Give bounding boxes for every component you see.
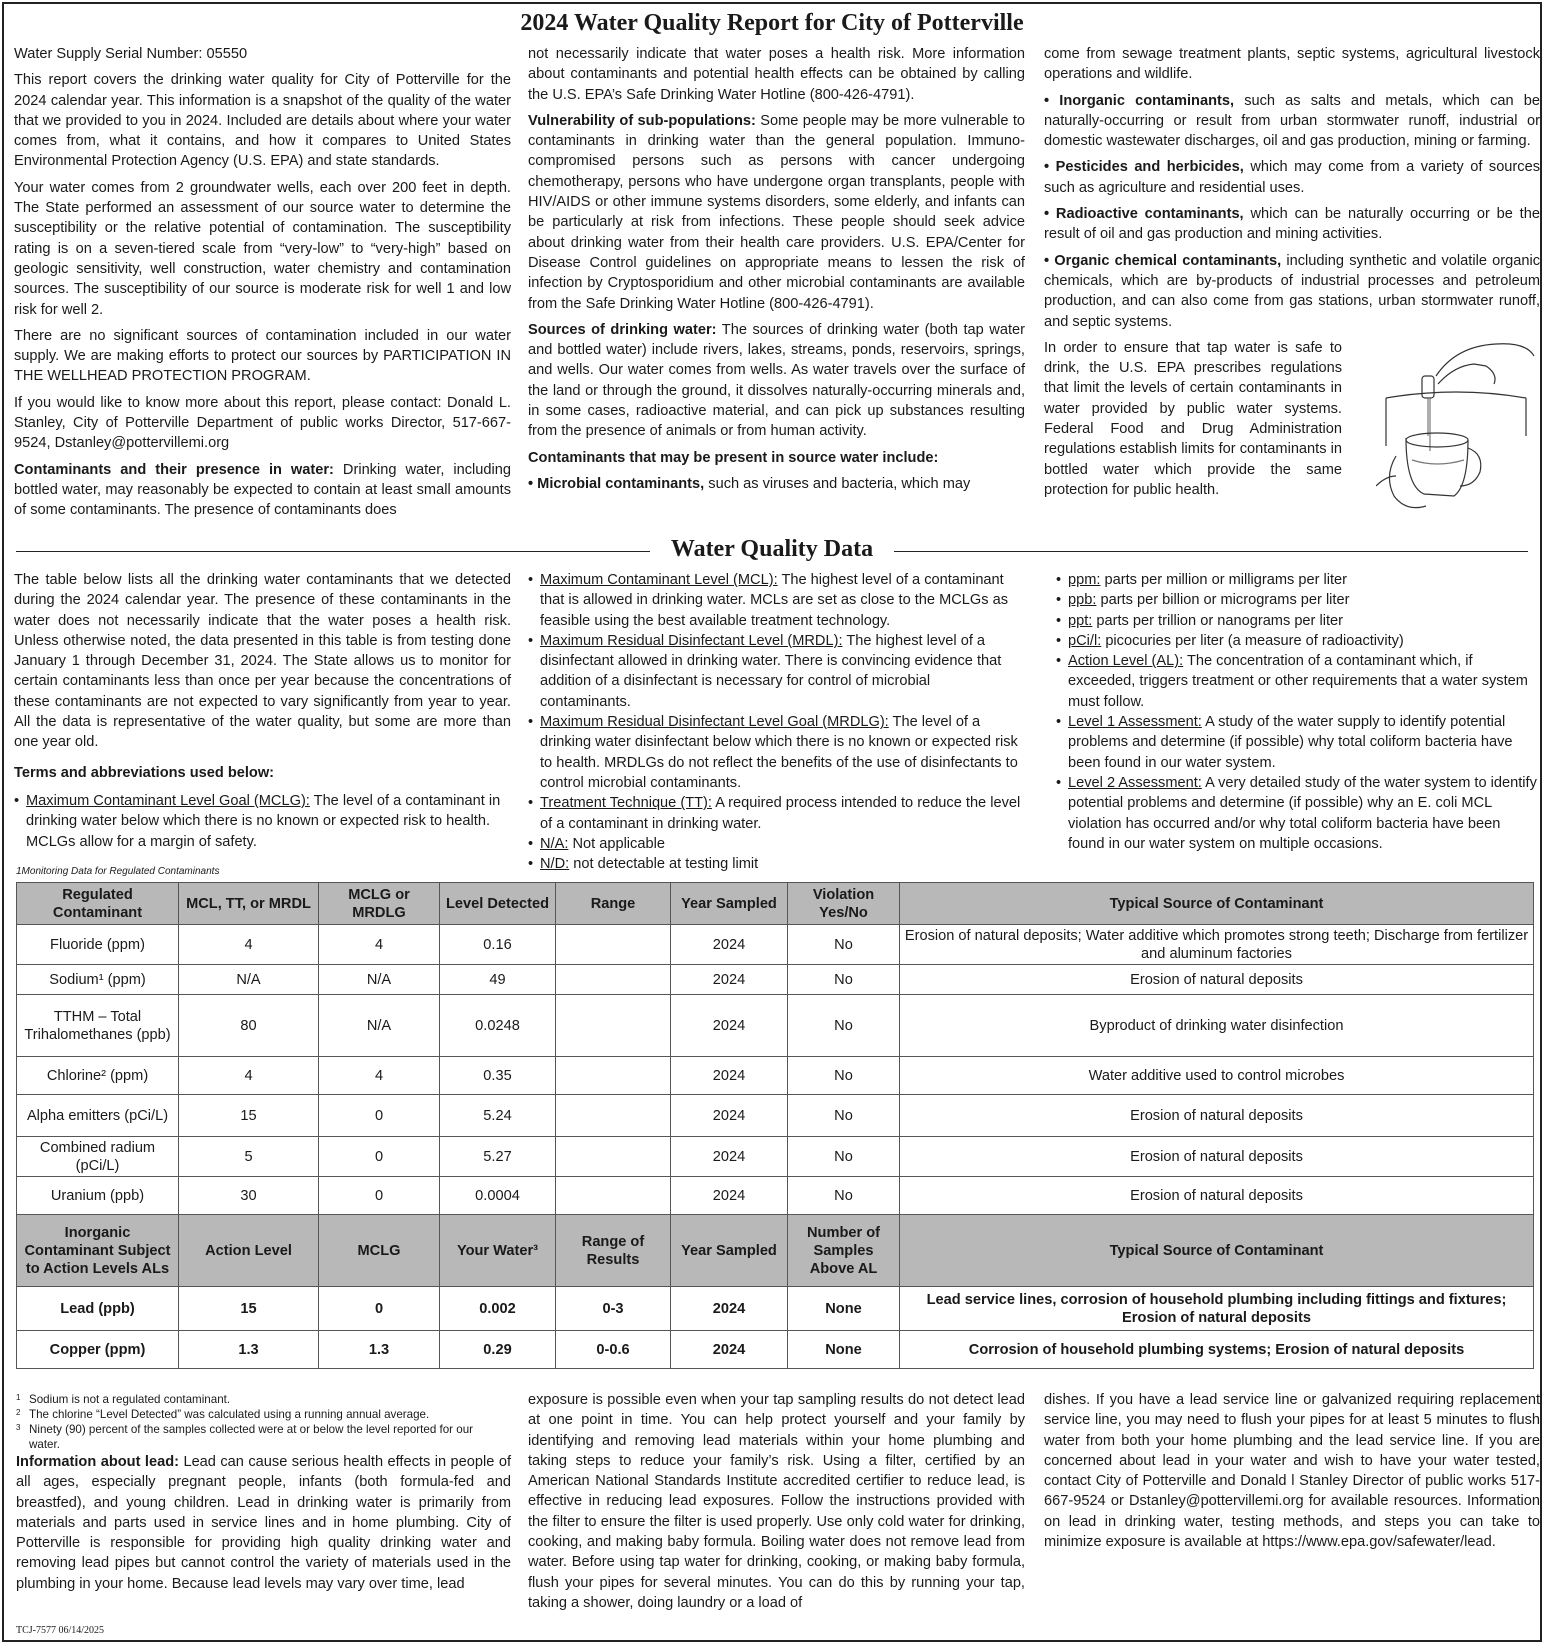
table-cell: 0: [319, 1137, 440, 1177]
table-cell: 0: [319, 1095, 440, 1137]
term-item: [528, 631, 1025, 712]
table-cell: 4: [319, 925, 440, 965]
term-definition: parts per million or milligrams per liter: [1104, 572, 1347, 588]
term-definition: parts per trillion or nanograms per liter: [1096, 612, 1343, 629]
table-cell: Copper (ppm): [17, 1331, 179, 1369]
table-cell: 2024: [671, 1137, 788, 1177]
terms-column-c: [1056, 570, 1540, 854]
table-cell: Corrosion of household plumbing systems; Erosion of natural deposits: [900, 1331, 1534, 1369]
table-cell: Chlorine² (ppm): [17, 1057, 179, 1095]
term-item: [528, 570, 1025, 631]
table-cell: Combined radium (pCi/L): [17, 1137, 179, 1177]
table-cell: 0.002: [440, 1287, 556, 1331]
radioactive-paragraph: [1044, 204, 1540, 245]
term-definition: Not applicable: [572, 835, 665, 852]
table-cell: Sodium¹ (ppm): [17, 965, 179, 995]
vulnerability-heading: Vulnerability of sub-populations:: [528, 112, 756, 129]
organic-text: including synthetic and volatile organic chemicals, which are by-products of industrial processes and petroleum production, and can also come from gas stations, urban stormwater runoff, and septic systems.: [1044, 252, 1540, 330]
footnote-number: 1: [16, 1393, 21, 1402]
column-header: Year Sampled: [671, 883, 788, 925]
term-definition: not detectable at testing limit: [573, 856, 759, 873]
water-quality-data-header: [16, 536, 1528, 566]
sewage-paragraph: come from sewage treatment plants, septic systems, agricultural livestock operations and wildlife.: [1044, 46, 1540, 83]
sources-text: The sources of drinking water (both tap water and bottled water) include rivers, lakes, streams, ponds, reservoirs, springs, and wells. Our water comes from wells. As water travels over the surface of the land or through the ground, it dissolves naturally-occurring minerals and, in some cases, radioactive material, and can pick up substances resulting from the presence of animals or from human activity.: [528, 321, 1025, 440]
terms-list-b: [528, 570, 1025, 874]
pesticides-text: which may come from a variety of sources such as agriculture and residential uses.: [1044, 159, 1540, 196]
intro-column: [14, 44, 511, 527]
report-page: [2, 2, 1542, 1642]
table-cell: No: [788, 965, 900, 995]
term-item: [1056, 631, 1540, 651]
pesticides-heading: • Pesticides and herbicides,: [1044, 159, 1244, 176]
table-cell: 0-3: [556, 1287, 671, 1331]
table-cell: No: [788, 1057, 900, 1095]
table-cell: 15: [179, 1095, 319, 1137]
table-cell: 1.3: [179, 1331, 319, 1369]
term-item: [1056, 773, 1540, 854]
footnote-text: Ninety (90) percent of the samples collected were at or below the level reported for our water.: [29, 1423, 474, 1451]
table-cell: 2024: [671, 925, 788, 965]
lead-info-column-3: [1044, 1390, 1540, 1552]
term-name: Maximum Contaminant Level Goal (MCLG):: [26, 792, 310, 809]
term-definition: The concentration of a contaminant which, if exceeded, triggers treatment or other requirements that a water system must follow.: [1068, 653, 1528, 710]
table-cell: Fluoride (ppm): [17, 925, 179, 965]
table-row: [17, 995, 1534, 1057]
term-name: ppm:: [1068, 572, 1101, 588]
column-header: Range: [556, 883, 671, 925]
terms-column-b: [528, 570, 1025, 874]
table-cell: 0: [319, 1177, 440, 1215]
table-cell: [556, 965, 671, 995]
table-cell: 2024: [671, 995, 788, 1057]
table-cell: 0: [319, 1287, 440, 1331]
table1-header-row: [17, 883, 1534, 925]
lead-info-column-2: [528, 1390, 1025, 1613]
table-cell: Erosion of natural deposits: [900, 1137, 1534, 1177]
table-cell: [556, 1177, 671, 1215]
term-name: Level 2 Assessment:: [1068, 774, 1202, 791]
inorganic-paragraph: [1044, 91, 1540, 152]
column-header: Action Level: [179, 1215, 319, 1287]
water-quality-table: [16, 882, 1534, 1369]
term-definition: A very detailed study of the water system to identify potential problems and determine (if possible) why an E. coli MCL violation has occurred and/or why total coliform bacteria have been found in our water system on multiple occasions.: [1068, 774, 1537, 852]
term-definition: A study of the water supply to identify potential problems and determine (if possible) why total coliform bacteria have been found in our water system.: [1068, 714, 1513, 771]
section-title: Water Quality Data: [670, 536, 874, 562]
table-cell: 2024: [671, 1095, 788, 1137]
column-header: Range of Results: [556, 1215, 671, 1287]
term-definition: parts per billion or micrograms per liter: [1100, 592, 1350, 609]
term-item: [1056, 651, 1540, 712]
vulnerability-text: Some people may be more vulnerable to contaminants in drinking water than the general population. Immuno-compromised persons such as persons with cancer undergoing chemotherapy, persons who have undergone organ transplants, people with HIV/AIDS or other immune systems disorders, some elderly, and infants can be particularly at risk from infections. These people should seek advice about drinking water from their health care providers. U.S. EPA/Center for Disease Control guidelines on appropriate means to lessen the risk of infection by Cryptosporidium and other microbial contaminants are available from the Safe Drinking Water Hotline (800-426-4791).: [528, 112, 1025, 312]
inorganic-text: such as salts and metals, which can be naturally-occurring or result from urban stormwater runoff, industrial or domestic wastewater discharges, oil and gas production, mining or farming.: [1044, 92, 1540, 150]
table-row: [17, 1095, 1534, 1137]
table-cell: Uranium (ppb): [17, 1177, 179, 1215]
radioactive-text: which can be naturally occurring or be the result of oil and gas production and mining activities.: [1044, 206, 1540, 243]
term-name: Maximum Residual Disinfectant Level (MRDL):: [540, 632, 843, 649]
tap-water-glass-illustration: [1376, 336, 1536, 516]
term-name: ppb:: [1068, 592, 1097, 609]
may-be-present-heading: Contaminants that may be present in source water include:: [528, 449, 939, 466]
table-cell: 4: [319, 1057, 440, 1095]
footnote-text: Sodium is not a regulated contaminant.: [29, 1393, 231, 1406]
table-cell: No: [788, 995, 900, 1057]
terms-list-a: [14, 791, 511, 852]
table-cell: 5.24: [440, 1095, 556, 1137]
table-cell: 80: [179, 995, 319, 1057]
organic-paragraph: [1044, 251, 1540, 332]
term-name: Treatment Technique (TT):: [540, 795, 712, 812]
term-name: pCi/l:: [1068, 632, 1102, 649]
column-header: Typical Source of Contaminant: [900, 1215, 1534, 1287]
data-intro-column: [14, 570, 511, 852]
microbial-heading: • Microbial contaminants,: [528, 475, 705, 492]
intro-paragraph: This report covers the drinking water quality for City of Potterville for the 2024 calendar year. This information is a snapshot of the quality of the water that we provided to you in 2024. Included are details about where your water comes from, what it contains, and how it compares to United States Environmental Protection Agency (U.S. EPA) and state standards.: [14, 72, 511, 170]
term-name: Level 1 Assessment:: [1068, 714, 1202, 731]
organic-heading: • Organic chemical contaminants,: [1044, 252, 1282, 269]
table2-header-row: [17, 1215, 1534, 1287]
table-cell: 5.27: [440, 1137, 556, 1177]
column-header: Level Detected: [440, 883, 556, 925]
table-row: [17, 1331, 1534, 1369]
term-definition: The highest level of a disinfectant allowed in drinking water. There is convincing evidence that addition of a disinfectant is necessary for control of microbial contaminants.: [540, 632, 1002, 710]
inorganic-heading: • Inorganic contaminants,: [1044, 92, 1235, 109]
table-row: [17, 965, 1534, 995]
table-cell: [556, 1095, 671, 1137]
term-item: [14, 791, 511, 852]
table-cell: 15: [179, 1287, 319, 1331]
table-cell: 1.3: [319, 1331, 440, 1369]
table-cell: N/A: [319, 965, 440, 995]
term-item: [528, 834, 1025, 854]
table-cell: 5: [179, 1137, 319, 1177]
column-header: MCLG: [319, 1215, 440, 1287]
term-name: N/D:: [540, 856, 570, 873]
table-cell: 0.0004: [440, 1177, 556, 1215]
footnote: [16, 1422, 506, 1452]
lead-info-column-1: [16, 1452, 511, 1594]
sources-heading: Sources of drinking water:: [528, 321, 717, 338]
table-cell: 0.16: [440, 925, 556, 965]
table-cell: No: [788, 1095, 900, 1137]
term-definition: The level of a drinking water disinfectant below which there is no known or expected risk to health. MRDLGs do not reflect the benefits of the use of disinfectants to control microbial contaminants.: [540, 714, 1018, 791]
table-cell: Erosion of natural deposits; Water additive which promotes strong teeth; Discharge from fertilizer and aluminum factories: [900, 925, 1534, 965]
data-intro-paragraph: The table below lists all the drinking water contaminants that we detected during the 2024 calendar year. The presence of these contaminants in the water does not necessarily indicate that the water poses a health risk. Unless otherwise noted, the data presented in this table is from testing done January 1 through December 31, 2024. The State allows us to monitor for certain contaminants less than once per year because the concentrations of these contaminants are not expected to vary significantly from year to year. All the data is representative of the water quality, but some are more than one year old.: [14, 572, 511, 751]
microbial-paragraph: [528, 474, 1025, 494]
term-definition: The highest level of a contaminant that is allowed in drinking water. MCLs are set as close to the MCLGs as feasible using the best available treatment technology.: [540, 572, 1009, 629]
term-name: N/A:: [540, 835, 569, 852]
table-cell: 49: [440, 965, 556, 995]
table-cell: Water additive used to control microbes: [900, 1057, 1534, 1095]
table-cell: 4: [179, 925, 319, 965]
table-row: [17, 925, 1534, 965]
table-cell: 0.0248: [440, 995, 556, 1057]
pesticides-paragraph: [1044, 157, 1540, 198]
table-cell: [556, 995, 671, 1057]
table-cell: 0.29: [440, 1331, 556, 1369]
health-column: [528, 44, 1025, 500]
lead-text-part2: exposure is possible even when your tap sampling results do not detect lead at one point in time. You can help protect yourself and your family by identifying and removing lead materials within your home plumbing and taking steps to reduce your family’s risk. Using a filter, certified by an American National Standards Institute accredited certifier to reduce lead, is effective in reducing lead exposures. Follow the instructions provided with the filter to ensure the filter is used properly. Use only cold water for drinking, cooking, and making baby formula. Boiling water does not remove lead from water. Before using tap water for drinking, cooking, or making baby formula, flush your pipes for several minutes. You can do this by running your tap, taking a shower, doing laundry or a load of: [528, 1392, 1025, 1611]
table-cell: N/A: [179, 965, 319, 995]
footnote-number: 2: [16, 1408, 21, 1417]
table-cell: [556, 1137, 671, 1177]
table-cell: 2024: [671, 1057, 788, 1095]
contaminants-text: Drinking water, including bottled water, may reasonably be expected to contain at least small amounts of some contaminants. The presence of contaminants does: [14, 461, 511, 519]
term-definition: The level of a contaminant in drinking water below which there is no known or expected risk to health. MCLGs allow for a margin of safety.: [26, 792, 501, 850]
serial-number: Water Supply Serial Number: 05550: [14, 46, 248, 62]
health-info-paragraph: not necessarily indicate that water poses a health risk. More information about contaminants and potential health effects can be obtained by calling the U.S. EPA’s Safe Drinking Water Hotline (800-426-4791).: [528, 46, 1025, 103]
table-cell: Lead service lines, corrosion of household plumbing including fittings and fixtures; Erosion of natural deposits: [900, 1287, 1534, 1331]
table-caption: 1Monitoring Data for Regulated Contaminants: [16, 866, 220, 877]
table-cell: Byproduct of drinking water disinfection: [900, 995, 1534, 1057]
column-header: MCLG or MRDLG: [319, 883, 440, 925]
term-name: Action Level (AL):: [1068, 653, 1184, 670]
sources-paragraph: [528, 320, 1025, 442]
table-cell: 4: [179, 1057, 319, 1095]
page-title: 2024 Water Quality Report for City of Potterville: [520, 10, 1024, 36]
term-name: ppt:: [1068, 612, 1093, 629]
column-header: Typical Source of Contaminant: [900, 883, 1534, 925]
term-item: [1056, 590, 1540, 610]
lead-heading: Information about lead:: [16, 1454, 179, 1470]
divider-right: [894, 551, 1528, 552]
table-cell: None: [788, 1287, 900, 1331]
table-cell: Lead (ppb): [17, 1287, 179, 1331]
term-item: [1056, 570, 1540, 590]
column-header: Inorganic Contaminant Subject to Action Levels ALs: [17, 1215, 179, 1287]
column-header: Regulated Contaminant: [17, 883, 179, 925]
term-name: Maximum Residual Disinfectant Level Goal (MRDLG):: [540, 714, 889, 731]
lead-text-part1: Lead can cause serious health effects in people of all ages, especially pregnant people, infants (both formula-fed and breastfed), and young children. Lead in drinking water is primarily from materials and parts used in service lines and in home plumbing. City of Potterville is responsible for providing high quality drinking water and removing lead pipes but cannot control the variety of materials used in the plumbing in your home. Because lead levels may vary over time, lead: [16, 1454, 511, 1592]
term-item: [1056, 611, 1540, 631]
source-paragraph: Your water comes from 2 groundwater wells, each over 200 feet in depth. The State performed an assessment of our source water to determine the susceptibility or the relative potential of contamination. The susceptibility rating is on a seven-tiered scale from “very-low” to “very-high” based on geologic sensitivity, well construction, water chemistry and contamination sources. The susceptibility of our source is moderate risk for well 1 and low risk for well 2.: [14, 179, 511, 318]
term-item: [1056, 712, 1540, 773]
term-definition: picocuries per liter (a measure of radioactivity): [1105, 632, 1404, 649]
table-row: [17, 1057, 1534, 1095]
column-header: Number of Samples Above AL: [788, 1215, 900, 1287]
contaminants-paragraph: [14, 460, 511, 521]
column-header: Your Water³: [440, 1215, 556, 1287]
column-header: Violation Yes/No: [788, 883, 900, 925]
table-row: [17, 1287, 1534, 1331]
term-item: [528, 712, 1025, 793]
radioactive-heading: • Radioactive contaminants,: [1044, 206, 1244, 223]
table-cell: None: [788, 1331, 900, 1369]
document-code: TCJ-7577 06/14/2025: [16, 1625, 105, 1636]
vulnerability-paragraph: [528, 111, 1025, 314]
table-cell: TTHM – Total Trihalomethanes (ppb): [17, 995, 179, 1057]
table-cell: No: [788, 1137, 900, 1177]
term-item: [528, 793, 1025, 834]
table-cell: 2024: [671, 1287, 788, 1331]
footnote: [16, 1407, 506, 1422]
table-cell: [556, 925, 671, 965]
term-item: [528, 854, 1025, 874]
table-cell: N/A: [319, 995, 440, 1057]
table-cell: 0-0.6: [556, 1331, 671, 1369]
terms-list-c: [1056, 570, 1540, 854]
table-cell: Erosion of natural deposits: [900, 965, 1534, 995]
footnote-number: 3: [16, 1423, 21, 1432]
protection-paragraph: There are no significant sources of contamination included in our water supply. We are making efforts to protect our sources by PARTICIPATION IN THE WELLHEAD PROTECTION PROGRAM.: [14, 327, 511, 385]
table-cell: 2024: [671, 965, 788, 995]
table-cell: 0.35: [440, 1057, 556, 1095]
terms-heading: Terms and abbreviations used below:: [14, 764, 275, 781]
ensure-paragraph: In order to ensure that tap water is safe to drink, the U.S. EPA prescribes regulations that limit the levels of certain contaminants in water provided by public water systems. Federal Food and Drug Administration regulations establish limits for contaminants in bottled water which provide the same protection for public health.: [1044, 339, 1342, 498]
term-name: Maximum Contaminant Level (MCL):: [540, 572, 778, 588]
column-header: Year Sampled: [671, 1215, 788, 1287]
footnote-text: The chlorine “Level Detected” was calculated using a running annual average.: [29, 1408, 430, 1421]
table-cell: Alpha emitters (pCi/L): [17, 1095, 179, 1137]
table-cell: 2024: [671, 1177, 788, 1215]
table-cell: 2024: [671, 1331, 788, 1369]
table-cell: [556, 1057, 671, 1095]
column-header: MCL, TT, or MRDL: [179, 883, 319, 925]
lead-text-part3: dishes. If you have a lead service line or galvanized requiring replacement service line, you may need to flush your pipes for at least 5 minutes to flush water from both your home plumbing and the lead service line. If you are concerned about lead in your water and wish to have your water tested, contact City of Potterville and Donald l Stanley Director of public works 517-667-9524 or Dstanley@pottervillemi.org for available resources. Information on lead in drinking water, testing methods, and steps you can take to minimize exposure is available at https://www.epa.gov/safewater/lead.: [1044, 1392, 1540, 1551]
footnotes: [16, 1392, 506, 1452]
table-row: [17, 1177, 1534, 1215]
contact-paragraph: If you would like to know more about this report, please contact: Donald L. Stanley, City of Potterville Department of public works Director, 517-667-9524, Dstanley@pottervillemi.org: [14, 394, 511, 452]
contaminants-heading: Contaminants and their presence in water:: [14, 461, 334, 478]
table-row: [17, 1137, 1534, 1177]
table-cell: No: [788, 925, 900, 965]
table-cell: Erosion of natural deposits: [900, 1095, 1534, 1137]
microbial-text: such as viruses and bacteria, which may: [708, 475, 971, 492]
table-cell: 30: [179, 1177, 319, 1215]
table-cell: Erosion of natural deposits: [900, 1177, 1534, 1215]
term-definition: A required process intended to reduce the level of a contaminant in drinking water.: [540, 795, 1021, 832]
footnote: [16, 1392, 506, 1407]
table-cell: No: [788, 1177, 900, 1215]
